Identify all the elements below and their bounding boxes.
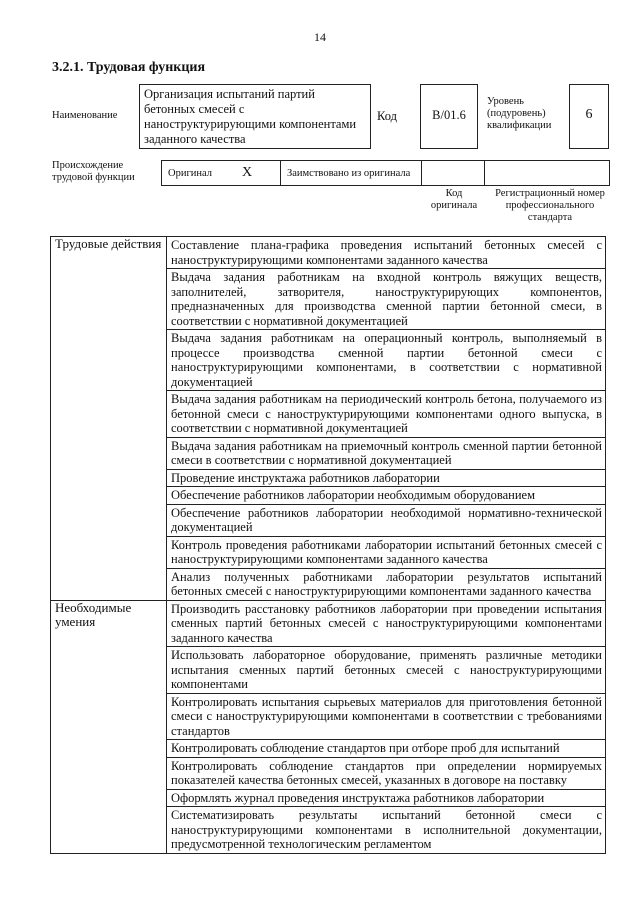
original-cell (161, 160, 281, 186)
list-item: Обеспечение работников лаборатории необходимой нормативно-технической документацией (167, 504, 606, 536)
level-box (569, 84, 609, 149)
list-item: Контролировать испытания сырьевых материалов для приготовления бетонной смеси с наноструктурирующими компонентами в соответствии с требованиями стандартов (167, 693, 606, 740)
section-title: 3.2.1. Трудовая функция (52, 60, 206, 75)
list-item: Производить расстановку работников лаборатории при проведении испытания сменных партий бетонных смесей с наноструктурирующими компонентами заданного качества (167, 600, 606, 647)
borrowed-cell (280, 160, 422, 186)
original-code-cell (421, 160, 485, 186)
function-name: Организация испытаний партий бетонных смесей с наноструктурирующими компонентами заданного качества (144, 87, 357, 146)
code-label: Код (377, 109, 397, 123)
page-number: 14 (314, 30, 326, 44)
registration-caption: Регистрационный номер профессионального стандарта (495, 188, 605, 223)
section-title-skills: Необходимые умения (51, 600, 167, 853)
list-item: Контролировать соблюдение стандартов при отборе проб для испытаний (167, 740, 606, 758)
code-value: В/01.6 (432, 108, 466, 122)
section-title-actions: Трудовые действия (51, 237, 167, 601)
function-details-table (50, 236, 606, 854)
list-item: Использовать лабораторное оборудование, применять различные методики испытания сменных партий бетонных смесей с наноструктурирующими компонентами (167, 647, 606, 694)
level-value: 6 (585, 107, 593, 122)
table-row (51, 600, 606, 647)
list-item: Выдача задания работникам на входной контроль вяжущих веществ, заполнителей, затворителя, наноструктурирующих компонентов, предназначенных для производства сменной партии бетонной смеси, в соответствии с нормативной документацией (167, 269, 606, 330)
list-item: Составление плана-графика проведения испытаний бетонных смесей с наноструктурирующими компонентами заданного качества (167, 237, 606, 269)
function-name-box (139, 84, 371, 149)
list-item: Оформлять журнал проведения инструктажа работников лаборатории (167, 789, 606, 807)
origin-label: Происхождение трудовой функции (52, 160, 135, 183)
original-code-caption: Код оригинала (430, 188, 478, 211)
registration-number-cell (484, 160, 610, 186)
level-label: Уровень (подуровень) квалификации (487, 96, 552, 131)
list-item: Проведение инструктажа работников лаборатории (167, 469, 606, 487)
name-label: Наименование (52, 110, 118, 121)
list-item: Выдача задания работникам на операционный контроль, выполняемый в процессе производства сменной партии бетонной смеси с наноструктурирующими компонентами, в соответствии с нормативной документацией (167, 330, 606, 391)
borrowed-label: Заимствовано из оригинала (287, 168, 411, 179)
code-box (420, 84, 478, 149)
table-row (51, 237, 606, 269)
list-item: Анализ полученных работниками лаборатории результатов испытаний бетонных смесей с наноструктурирующими компонентами заданного качества (167, 568, 606, 600)
original-mark: X (242, 165, 253, 180)
list-item: Выдача задания работникам на периодический контроль бетона, получаемого из бетонной смеси с наноструктурирующими компонентами одного выпуска, в соответствии с нормативной документацией (167, 391, 606, 438)
original-label: Оригинал (168, 168, 212, 179)
list-item: Обеспечение работников лаборатории необходимым оборудованием (167, 487, 606, 505)
list-item: Контроль проведения работниками лаборатории испытаний бетонных смесей с наноструктурирующими компонентами заданного качества (167, 536, 606, 568)
list-item: Выдача задания работникам на приемочный контроль сменной партии бетонной смеси в соответствии с нормативной документацией (167, 437, 606, 469)
list-item: Систематизировать результаты испытаний бетонной смеси с наноструктурирующими компонентами в исполнительной документации, предусмотренной технологическим регламентом (167, 807, 606, 854)
list-item: Контролировать соблюдение стандартов при определении нормируемых показателей качества бетонных смесей, указанных в договоре на поставку (167, 757, 606, 789)
